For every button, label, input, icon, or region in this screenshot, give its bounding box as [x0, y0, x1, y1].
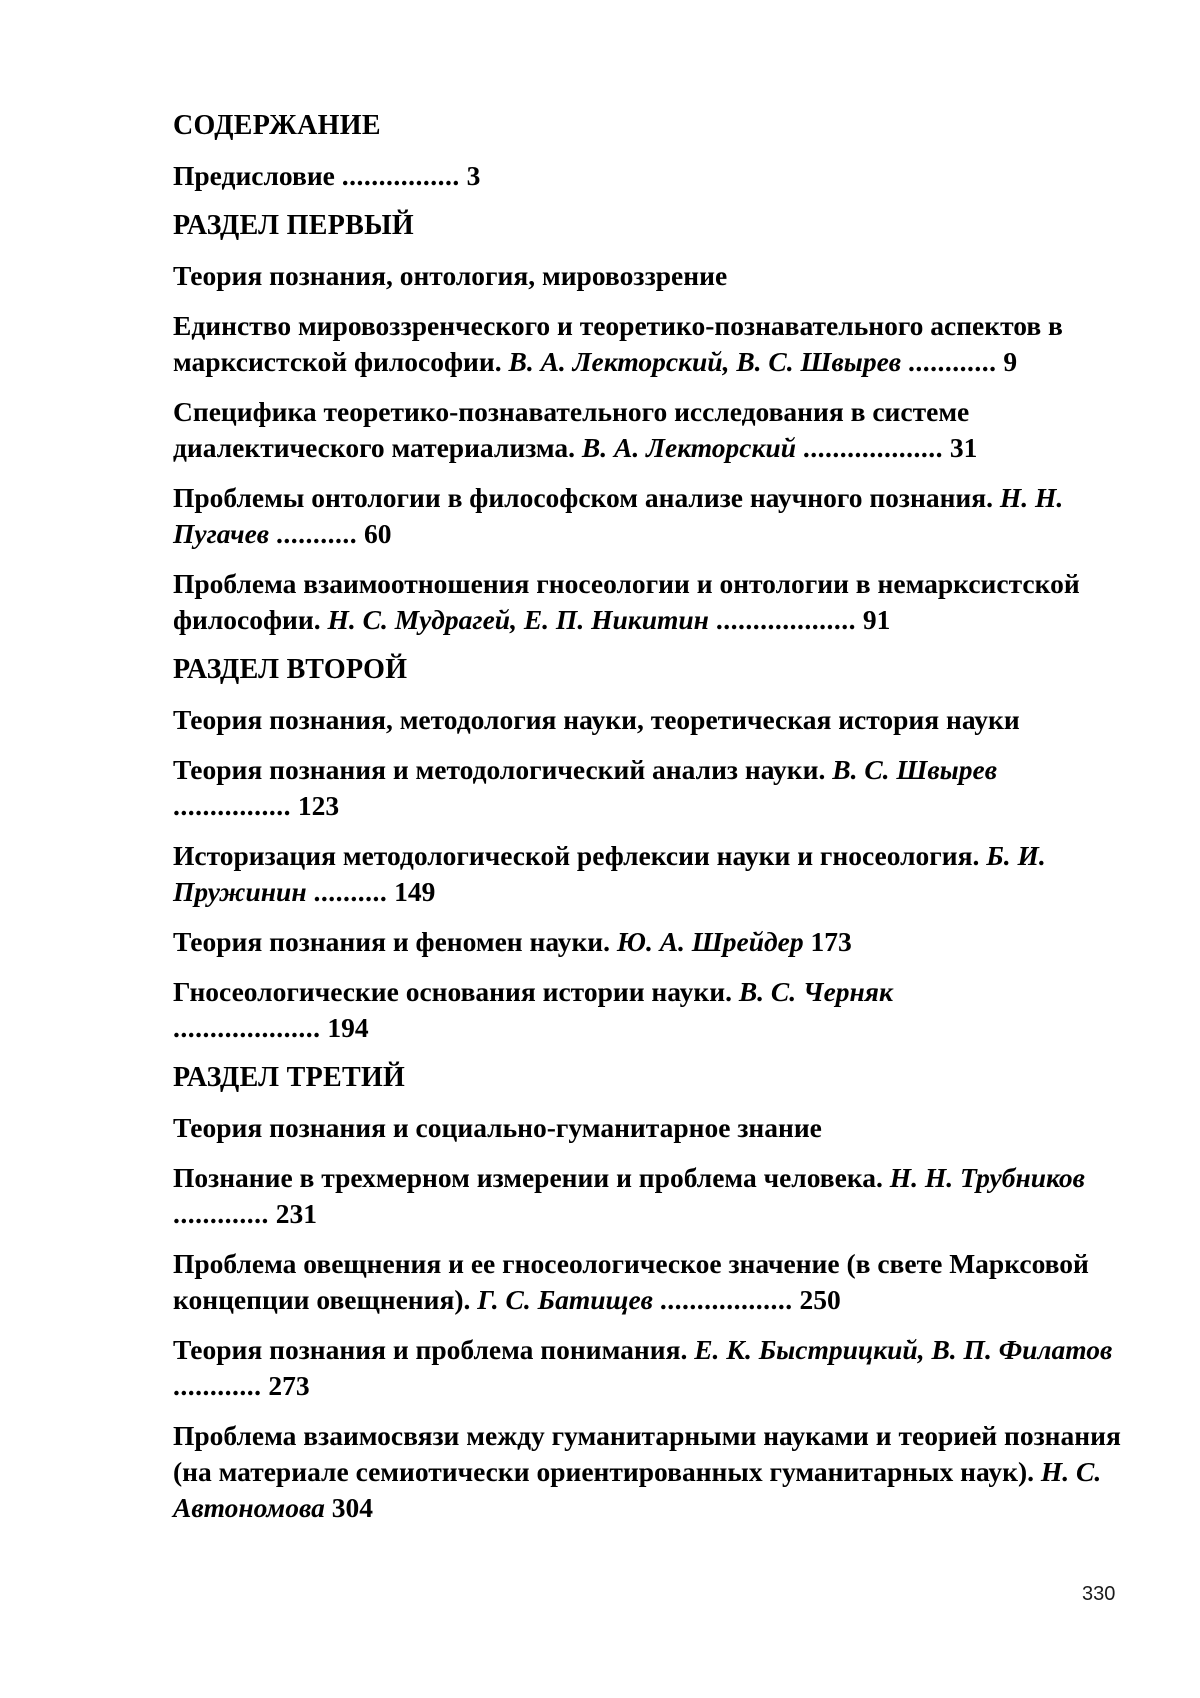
entry-author: Н. С. Мудрагей, Е. П. Никитин [327, 604, 709, 635]
dot-leader: ................... [802, 432, 943, 463]
entry-author: Г. С. Батищев [477, 1284, 653, 1315]
toc-entry [173, 1332, 1133, 1404]
entry-author: Н. Н. Трубников [889, 1162, 1085, 1193]
dot-leader: .......... [313, 876, 388, 907]
dot-leader: .................... [173, 1012, 321, 1043]
toc-entry [173, 838, 1133, 910]
entry-title: Познание в трехмерном измерении и проблема человека. [173, 1162, 883, 1193]
toc-entry [173, 752, 1133, 824]
entry-page-number: 149 [394, 876, 436, 907]
toc-entry [173, 924, 1133, 960]
entry-page-number: 231 [275, 1198, 317, 1229]
dot-leader: ................ [341, 160, 460, 191]
dot-leader: ................... [715, 604, 856, 635]
section-subtitle: Теория познания и социально-гуманитарное знание [173, 1112, 822, 1143]
entry-author: Б. И. Пружинин [173, 840, 1046, 907]
section-subtitle: Теория познания, онтология, мировоззрение [173, 260, 728, 291]
entry-title: Проблема овещнения и ее гносеологическое значение (в свете Марксовой концепции овещнения). [173, 1248, 1089, 1315]
entry-page-number: 3 [466, 160, 481, 191]
entry-author: В. А. Лекторский [581, 432, 796, 463]
entry-page-number: 304 [331, 1492, 373, 1523]
entry-title: Единство мировоззренческого и теоретико-познавательного аспектов в марксистской философии. [173, 310, 1063, 377]
dot-leader: ............. [173, 1198, 269, 1229]
entry-author: В. С. Швырев [832, 754, 998, 785]
dot-leader: ............ [173, 1370, 262, 1401]
dot-leader: ........... [275, 518, 358, 549]
dot-leader: .................. [659, 1284, 793, 1315]
toc-entry [173, 394, 1133, 466]
entry-title: Проблема взаимоотношения гносеологии и онтологии в немарксистской философии. [173, 568, 1080, 635]
entry-page-number: 91 [862, 604, 891, 635]
entry-title: Теория познания и проблема понимания. [173, 1334, 688, 1365]
toc-entry [173, 1418, 1133, 1526]
page-number: 330 [1082, 1583, 1116, 1605]
entry-title: Проблемы онтологии в философском анализе научного познания. [173, 482, 994, 513]
dot-leader: ............ [907, 346, 997, 377]
entry-author: Н. С. Автономова [173, 1456, 1102, 1523]
entry-author: Н. Н. Пугачев [173, 482, 1064, 549]
section-subtitle: Теория познания, методология науки, теоретическая история науки [173, 704, 1020, 735]
toc-entry-preface [173, 158, 1133, 194]
section-heading: РАЗДЕЛ ПЕРВЫЙ [173, 210, 414, 241]
entry-page-number: 60 [363, 518, 392, 549]
entry-title: Гносеологические основания истории науки. [173, 976, 732, 1007]
entry-title: Теория познания и феномен науки. [173, 926, 611, 957]
entry-author: Ю. А. Шрейдер [616, 926, 804, 957]
entry-author: Е. К. Быстрицкий, В. П. Филатов [694, 1334, 1113, 1365]
entry-title: Историзация методологической рефлексии науки и гносеология. [173, 840, 980, 871]
entry-title: Теория познания и методологический анализ науки. [173, 754, 826, 785]
entry-author: В. С. Черняк [738, 976, 893, 1007]
page-title: СОДЕРЖАНИЕ [173, 110, 381, 141]
entry-title: Проблема взаимосвязи между гуманитарными науками и теорией познания (на материале семиотически ориентированных гуманитарных наук). [173, 1420, 1121, 1487]
entry-title: Предисловие [173, 160, 335, 191]
toc-entry [173, 566, 1133, 638]
section-heading: РАЗДЕЛ ВТОРОЙ [173, 654, 408, 685]
table-of-contents [173, 108, 1133, 1540]
entry-page-number: 273 [268, 1370, 310, 1401]
entry-page-number: 173 [810, 926, 852, 957]
section-heading: РАЗДЕЛ ТРЕТИЙ [173, 1062, 406, 1093]
toc-entry [173, 1246, 1133, 1318]
entry-page-number: 31 [949, 432, 978, 463]
entry-title: Специфика теоретико-познавательного исследования в системе диалектического материализма. [173, 396, 970, 463]
entry-page-number: 9 [1003, 346, 1018, 377]
entry-page-number: 250 [799, 1284, 841, 1315]
entry-page-number: 123 [297, 790, 340, 821]
dot-leader: ................ [173, 790, 291, 821]
toc-entry [173, 480, 1133, 552]
toc-entry [173, 974, 1133, 1046]
entry-author: В. А. Лекторский, В. С. Швырев [508, 346, 902, 377]
toc-entry [173, 308, 1133, 380]
entry-page-number: 194 [327, 1012, 369, 1043]
toc-entry [173, 1160, 1133, 1232]
